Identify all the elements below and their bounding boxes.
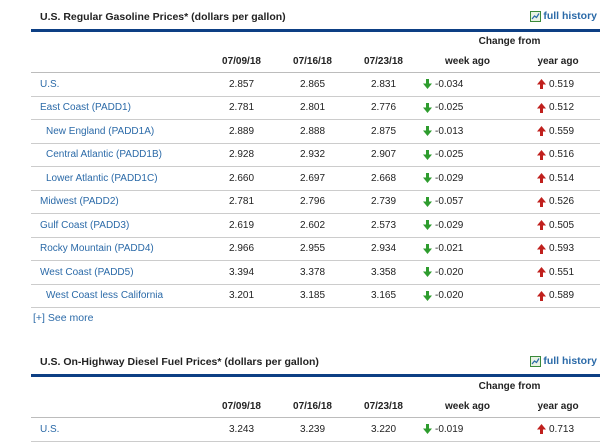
week-change-value: -0.025 <box>435 149 464 161</box>
table-row <box>31 190 600 214</box>
diesel-title-bar <box>31 350 600 374</box>
table-row <box>31 73 600 97</box>
year-change-value: 0.559 <box>549 125 575 137</box>
price-cell: 3.201 <box>206 284 277 308</box>
region-link[interactable]: Gulf Coast (PADD3) <box>31 214 206 238</box>
down-arrow-icon <box>423 291 432 301</box>
gasoline-table-body <box>31 73 600 308</box>
gasoline-title <box>40 11 286 23</box>
up-arrow-icon <box>537 126 546 136</box>
region-link[interactable]: West Coast less California <box>31 284 206 308</box>
column-header-row <box>31 396 600 418</box>
week-ago-header: week ago <box>419 396 516 418</box>
price-cell: 2.932 <box>277 143 348 167</box>
price-cell: 2.831 <box>348 73 419 97</box>
diesel-full-history-link[interactable] <box>530 355 597 367</box>
price-cell: 2.888 <box>277 120 348 144</box>
week-change-cell <box>419 418 516 442</box>
year-change-value: 0.519 <box>549 78 575 90</box>
week-change-value: -0.021 <box>435 243 464 255</box>
price-cell: 3.185 <box>277 284 348 308</box>
week-change-value: -0.013 <box>435 125 464 137</box>
week-change-cell <box>419 96 516 120</box>
year-change-cell <box>516 284 600 308</box>
price-cell: 3.239 <box>277 418 348 442</box>
column-header-row <box>31 51 600 73</box>
region-link[interactable]: U.S. <box>31 73 206 97</box>
price-cell: 2.865 <box>277 73 348 97</box>
gasoline-full-history-link[interactable] <box>530 10 597 22</box>
up-arrow-icon <box>537 103 546 113</box>
price-cell: 3.378 <box>277 261 348 285</box>
price-cell: 3.165 <box>348 284 419 308</box>
gasoline-title-text: U.S. Regular Gasoline Prices* <box>40 11 189 23</box>
year-ago-header: year ago <box>516 396 600 418</box>
change-from-label: Change from <box>478 381 541 392</box>
week-change-value: -0.020 <box>435 290 464 302</box>
down-arrow-icon <box>423 173 432 183</box>
region-link[interactable]: New England (PADD1A) <box>31 120 206 144</box>
price-cell: 2.928 <box>206 143 277 167</box>
year-change-value: 0.589 <box>549 290 575 302</box>
price-cell: 2.801 <box>277 96 348 120</box>
week-change-cell <box>419 73 516 97</box>
see-more-link[interactable]: [+] See more <box>33 312 94 324</box>
year-change-value: 0.551 <box>549 266 575 278</box>
table-row <box>31 96 600 120</box>
year-change-cell <box>516 120 600 144</box>
week-change-value: -0.020 <box>435 266 464 278</box>
diesel-subtitle: (dollars per gallon) <box>224 356 319 368</box>
table-row <box>31 120 600 144</box>
price-cell: 3.394 <box>206 261 277 285</box>
year-change-cell <box>516 261 600 285</box>
up-arrow-icon <box>537 291 546 301</box>
price-cell: 3.220 <box>348 418 419 442</box>
table-row <box>31 261 600 285</box>
week-change-cell <box>419 237 516 261</box>
price-cell: 2.875 <box>348 120 419 144</box>
price-cell: 2.781 <box>206 190 277 214</box>
gasoline-prices-panel <box>31 5 600 308</box>
up-arrow-icon <box>537 150 546 160</box>
full-history-label: full history <box>543 10 597 22</box>
year-change-value: 0.512 <box>549 102 575 114</box>
price-cell: 3.243 <box>206 418 277 442</box>
year-change-value: 0.526 <box>549 196 575 208</box>
table-row <box>31 167 600 191</box>
year-change-cell <box>516 73 600 97</box>
table-row <box>31 143 600 167</box>
diesel-prices-panel <box>31 350 600 442</box>
region-link[interactable]: East Coast (PADD1) <box>31 96 206 120</box>
chart-table-icon <box>530 11 541 22</box>
price-cell: 2.781 <box>206 96 277 120</box>
price-cell: 2.796 <box>277 190 348 214</box>
year-change-value: 0.514 <box>549 172 575 184</box>
date-header: 07/23/18 <box>348 396 419 418</box>
week-change-cell <box>419 167 516 191</box>
week-change-cell <box>419 190 516 214</box>
up-arrow-icon <box>537 173 546 183</box>
up-arrow-icon <box>537 197 546 207</box>
price-cell: 2.907 <box>348 143 419 167</box>
price-cell: 2.966 <box>206 237 277 261</box>
price-cell: 2.697 <box>277 167 348 191</box>
diesel-title <box>40 356 319 368</box>
price-cell: 2.668 <box>348 167 419 191</box>
week-change-cell <box>419 214 516 238</box>
down-arrow-icon <box>423 103 432 113</box>
down-arrow-icon <box>423 220 432 230</box>
gasoline-subtitle: (dollars per gallon) <box>191 11 286 23</box>
date-header: 07/09/18 <box>206 396 277 418</box>
price-cell: 3.358 <box>348 261 419 285</box>
year-change-cell <box>516 96 600 120</box>
year-change-cell <box>516 143 600 167</box>
price-cell: 2.660 <box>206 167 277 191</box>
week-change-cell <box>419 284 516 308</box>
down-arrow-icon <box>423 126 432 136</box>
date-header: 07/16/18 <box>277 51 348 73</box>
week-change-value: -0.029 <box>435 172 464 184</box>
gasoline-title-bar <box>31 5 600 29</box>
up-arrow-icon <box>537 244 546 254</box>
price-cell: 2.739 <box>348 190 419 214</box>
up-arrow-icon <box>537 79 546 89</box>
diesel-title-text: U.S. On-Highway Diesel Fuel Prices* <box>40 356 222 368</box>
year-change-value: 0.516 <box>549 149 575 161</box>
week-change-value: -0.019 <box>435 423 464 435</box>
region-link[interactable]: Lower Atlantic (PADD1C) <box>31 167 206 191</box>
year-change-cell <box>516 237 600 261</box>
down-arrow-icon <box>423 150 432 160</box>
week-change-value: -0.029 <box>435 219 464 231</box>
week-change-cell <box>419 143 516 167</box>
region-link[interactable]: Midwest (PADD2) <box>31 190 206 214</box>
diesel-table <box>31 377 600 442</box>
year-change-value: 0.505 <box>549 219 575 231</box>
price-cell: 2.776 <box>348 96 419 120</box>
week-change-value: -0.025 <box>435 102 464 114</box>
year-change-value: 0.713 <box>549 423 575 435</box>
year-change-cell <box>516 190 600 214</box>
week-ago-header: week ago <box>419 51 516 73</box>
date-header: 07/09/18 <box>206 51 277 73</box>
price-cell: 2.955 <box>277 237 348 261</box>
year-change-cell <box>516 167 600 191</box>
down-arrow-icon <box>423 267 432 277</box>
week-change-value: -0.034 <box>435 78 464 90</box>
price-cell: 2.573 <box>348 214 419 238</box>
down-arrow-icon <box>423 244 432 254</box>
week-change-value: -0.057 <box>435 196 464 208</box>
year-change-cell <box>516 214 600 238</box>
full-history-label: full history <box>543 355 597 367</box>
change-from-header-row <box>31 32 600 51</box>
region-link[interactable]: Rocky Mountain (PADD4) <box>31 237 206 261</box>
change-from-header-row <box>31 377 600 396</box>
week-change-cell <box>419 261 516 285</box>
table-row <box>31 237 600 261</box>
chart-table-icon <box>530 356 541 367</box>
region-link[interactable]: West Coast (PADD5) <box>31 261 206 285</box>
year-change-value: 0.593 <box>549 243 575 255</box>
year-ago-header: year ago <box>516 51 600 73</box>
year-change-cell <box>516 418 600 442</box>
down-arrow-icon <box>423 424 432 434</box>
price-cell: 2.602 <box>277 214 348 238</box>
diesel-table-body <box>31 418 600 442</box>
down-arrow-icon <box>423 79 432 89</box>
price-cell: 2.889 <box>206 120 277 144</box>
table-row <box>31 418 600 442</box>
up-arrow-icon <box>537 220 546 230</box>
table-row <box>31 284 600 308</box>
price-cell: 2.857 <box>206 73 277 97</box>
up-arrow-icon <box>537 267 546 277</box>
region-link[interactable]: Central Atlantic (PADD1B) <box>31 143 206 167</box>
price-cell: 2.619 <box>206 214 277 238</box>
price-cell: 2.934 <box>348 237 419 261</box>
change-from-label: Change from <box>478 36 541 47</box>
gasoline-table <box>31 32 600 308</box>
date-header: 07/16/18 <box>277 396 348 418</box>
down-arrow-icon <box>423 197 432 207</box>
region-link[interactable]: U.S. <box>31 418 206 442</box>
table-row <box>31 214 600 238</box>
week-change-cell <box>419 120 516 144</box>
up-arrow-icon <box>537 424 546 434</box>
date-header: 07/23/18 <box>348 51 419 73</box>
